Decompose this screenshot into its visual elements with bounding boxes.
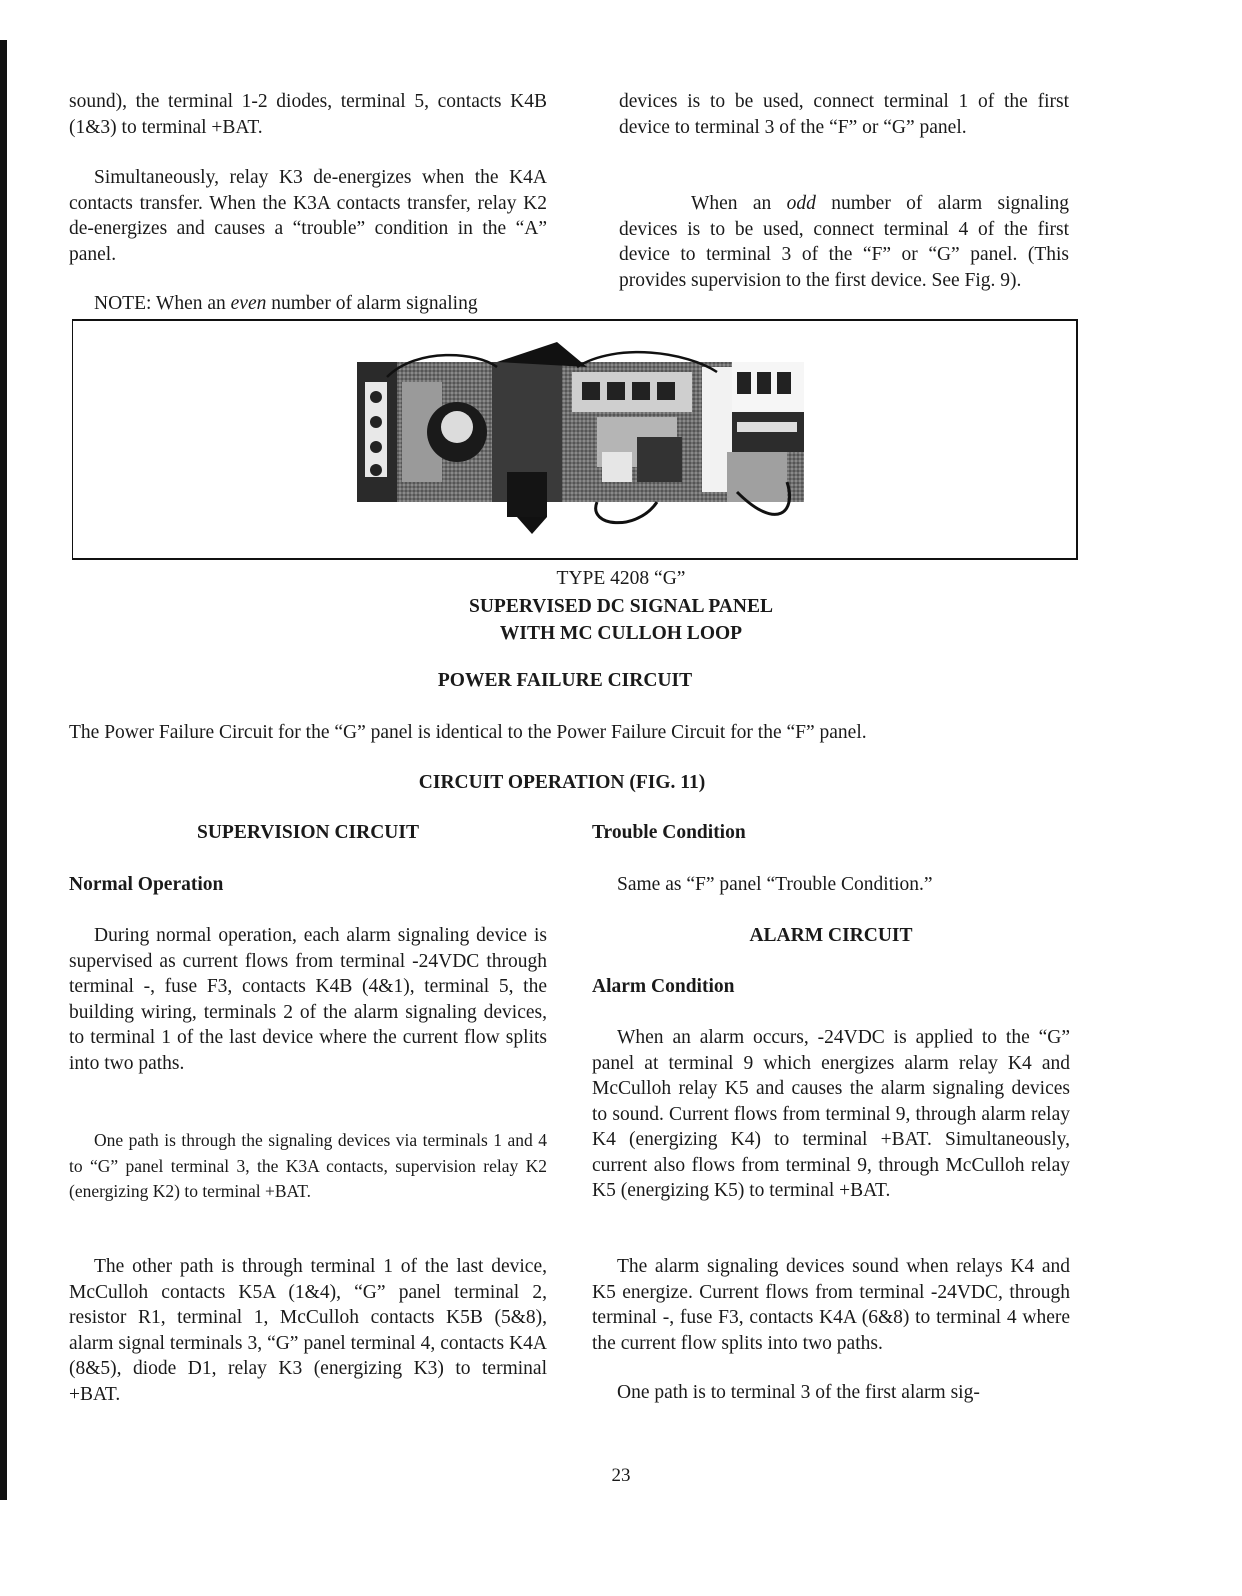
odd-em: odd bbox=[786, 193, 816, 214]
power-failure-text: The Power Failure Circuit for the “G” panel is identical to the Power Failure Circuit for the “F” panel. bbox=[69, 722, 867, 743]
figure-caption-line3: WITH MC CULLOH LOOP bbox=[499, 623, 743, 644]
note-paragraph bbox=[69, 291, 547, 317]
paragraph-odd-devices bbox=[619, 191, 1069, 293]
alarm-condition-heading: Alarm Condition bbox=[592, 976, 735, 997]
page-number: 23 bbox=[611, 1465, 631, 1486]
paragraph-one-path-first: One path is to terminal 3 of the first alarm sig- bbox=[617, 1382, 980, 1403]
trouble-condition-text: Same as “F” panel “Trouble Condition.” bbox=[617, 874, 933, 895]
paragraph-simultaneously-k3: Simultaneously, relay K3 de-energizes when the K4A contacts transfer. When the K3A contacts transfer, relay K2 de-energizes and causes a “trouble” condition in the “A” panel. bbox=[69, 167, 547, 265]
paragraph-devices-sound: The alarm signaling devices sound when relays K4 and K5 energize. Current flows from terminal -24VDC, through terminal -, fuse F3, contacts K4A (6&8) to terminal 4 where the current flow splits into two paths. bbox=[592, 1256, 1070, 1354]
alarm-circuit-heading: ALARM CIRCUIT bbox=[749, 925, 913, 946]
note-em: even bbox=[230, 293, 267, 314]
figure-caption-line2: SUPERVISED DC SIGNAL PANEL bbox=[469, 596, 773, 617]
paragraph-normal-operation: During normal operation, each alarm signaling device is supervised as current flows from terminal -24VDC through terminal -, fuse F3, contacts K4B (4&1), terminal 5, the building wiring, terminals 2 of the alarm signaling devices, to terminal 1 of the last device where the current flow splits into two paths. bbox=[69, 925, 547, 1074]
paragraph-alarm-occurs: When an alarm occurs, -24VDC is applied to the “G” panel at terminal 9 which energizes alarm relay K4 and McCulloh relay K5 and causes the alarm signaling devices to sound. Current flows from terminal 9, through alarm relay K4 (energizing K4) to terminal +BAT. Simultaneously, current also flows from terminal 9, through McCulloh relay K5 (energizing K5) to terminal +BAT. bbox=[592, 1027, 1070, 1201]
circuit-board-photo bbox=[357, 342, 804, 534]
supervision-circuit-heading: SUPERVISION CIRCUIT bbox=[197, 822, 419, 843]
note-post: number of alarm signaling bbox=[266, 293, 478, 314]
trouble-condition-heading: Trouble Condition bbox=[592, 822, 746, 843]
paragraph-other-path: The other path is through terminal 1 of the last device, McCulloh contacts K5A (1&4), “G” panel terminal 2, resistor R1, terminal 1, McCulloh contacts K5B (5&8), alarm signal terminals 3, “G” panel terminal 4, contacts K4A (8&5), diode D1, relay K3 (energizing K3) to terminal +BAT. bbox=[69, 1256, 547, 1405]
note-label: NOTE: bbox=[94, 293, 152, 314]
odd-pre: When an bbox=[691, 193, 787, 214]
odd-post: number of alarm signaling devices is to be used, connect terminal 4 of the first device to terminal 3 of the “F” or “G” panel. (This provides supervision to the first device. See Fig. 9). bbox=[619, 193, 1070, 291]
note-pre: When an bbox=[151, 293, 231, 314]
circuit-operation-heading: CIRCUIT OPERATION (FIG. 11) bbox=[418, 772, 706, 793]
paragraph-even-devices-cont: devices is to be used, connect terminal 1 of the first device to terminal 3 of the “F” or “G” panel. bbox=[619, 91, 1069, 138]
power-failure-heading: POWER FAILURE CIRCUIT bbox=[437, 670, 693, 691]
figure-caption-line1: TYPE 4208 “G” bbox=[556, 568, 686, 589]
normal-operation-heading: Normal Operation bbox=[69, 874, 224, 895]
paragraph-sound-terminal: sound), the terminal 1-2 diodes, terminal 5, contacts K4B (1&3) to terminal +BAT. bbox=[69, 91, 547, 138]
paragraph-one-path: One path is through the signaling devices via terminals 1 and 4 to “G” panel terminal 3, the K3A contacts, supervision relay K2 (energizing K2) to terminal +BAT. bbox=[69, 1130, 547, 1201]
